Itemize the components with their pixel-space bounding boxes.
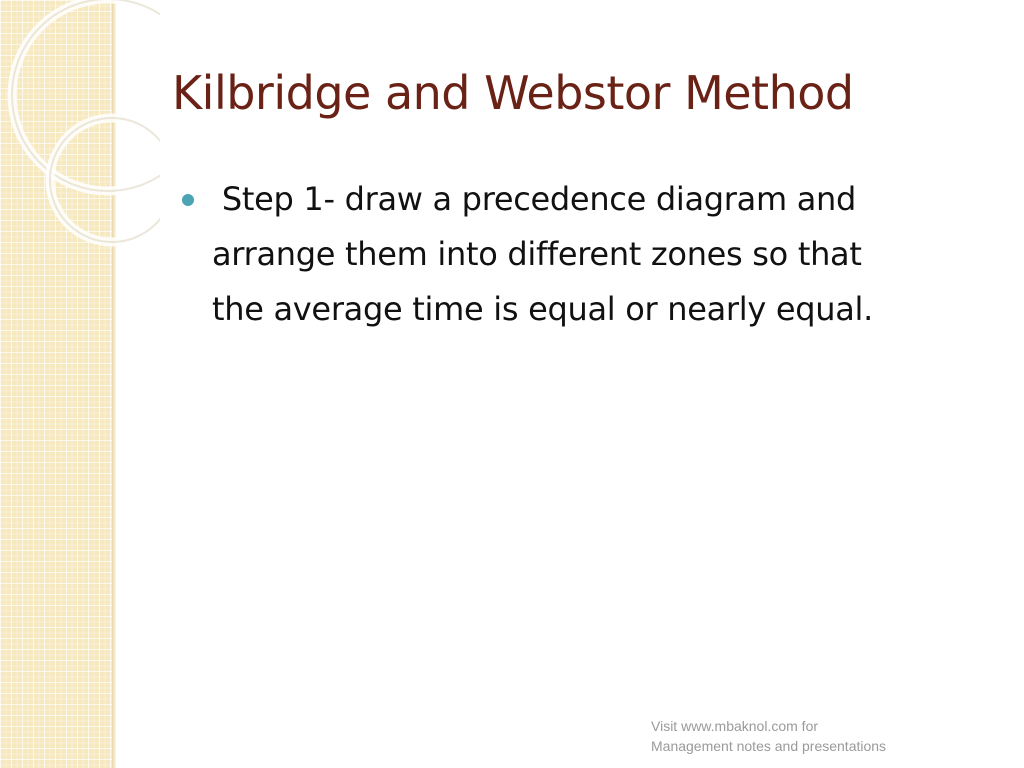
bullet-line: the average time is equal or nearly equal. — [212, 290, 874, 328]
footer-line-1: Visit www.mbaknol.com for — [651, 718, 819, 734]
bullet-item — [180, 172, 980, 337]
footer-line-2: Management notes and presentations — [651, 738, 887, 754]
decorative-circles-icon — [0, 0, 160, 260]
bullet-line: Step 1- draw a precedence diagram and — [212, 180, 856, 218]
bullet-list — [180, 172, 980, 337]
footer-note — [651, 716, 886, 756]
slide-title: Kilbridge and Webstor Method — [172, 66, 854, 120]
bullet-line: arrange them into different zones so that — [212, 235, 862, 273]
bullet-dot-icon — [182, 194, 194, 206]
